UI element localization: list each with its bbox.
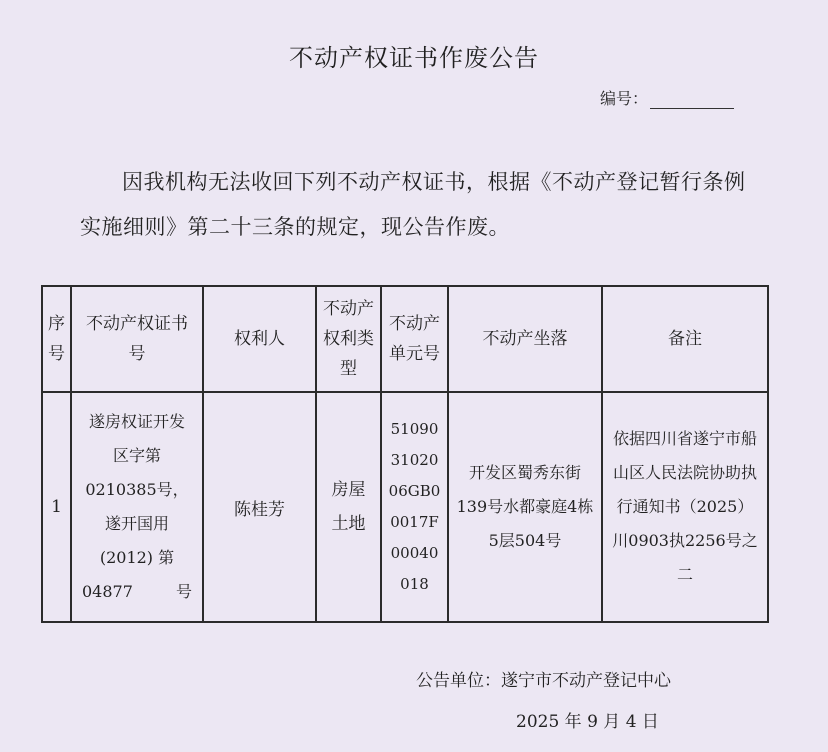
cell-note: 依据四川省遂宁市船山区人民法院协助执行通知书（2025）川0903执2256号之二 xyxy=(602,392,768,622)
header-location xyxy=(448,286,602,392)
cell-seq: 1 xyxy=(42,392,71,622)
table-header-row xyxy=(42,286,768,392)
serial-number-field xyxy=(600,86,734,109)
header-note xyxy=(602,286,768,392)
serial-label: 编号： xyxy=(600,89,649,108)
header-note-label: 备注 xyxy=(668,329,702,349)
cell-location: 开发区蜀秀东街139号水都豪庭4栋5层504号 xyxy=(448,392,602,622)
header-cert-no xyxy=(71,286,203,392)
header-right-type xyxy=(316,286,381,392)
header-seq xyxy=(42,286,71,392)
header-owner xyxy=(203,286,316,392)
header-unit-no-label: 不动产单元号 xyxy=(389,314,440,364)
cell-cert-no: 遂房权证开发区字第0210385号，遂开国用(2012) 第04877号 xyxy=(71,392,203,622)
header-seq-label: 序号 xyxy=(48,314,65,364)
header-unit-no xyxy=(381,286,448,392)
issuing-unit: 公告单位：遂宁市不动产登记中心 xyxy=(416,671,671,691)
cell-right-type-text: 房屋土地 xyxy=(331,480,366,534)
cell-owner: 陈桂芳 xyxy=(203,392,316,622)
page-title: 不动产权证书作废公告 xyxy=(289,44,539,72)
header-owner-label: 权利人 xyxy=(234,329,285,349)
header-right-type-label: 不动产权利类型 xyxy=(323,299,374,379)
header-cert-no-label: 不动产权证书号 xyxy=(86,314,188,364)
cell-unit-no-text: 510903102006GB00017F00040018 xyxy=(388,420,441,593)
cell-unit-no xyxy=(381,392,448,622)
table-row xyxy=(42,392,768,622)
issue-date: 2025 年 9 月 4 日 xyxy=(516,712,659,732)
cell-right-type xyxy=(316,392,381,622)
certificate-table xyxy=(41,285,769,623)
header-location-label: 不动产坐落 xyxy=(482,329,568,349)
intro-paragraph: 因我机构无法收回下列不动产权证书，根据《不动产登记暂行条例实施细则》第二十三条的规定，现公告作废。 xyxy=(80,170,746,239)
serial-blank-line xyxy=(650,92,734,109)
